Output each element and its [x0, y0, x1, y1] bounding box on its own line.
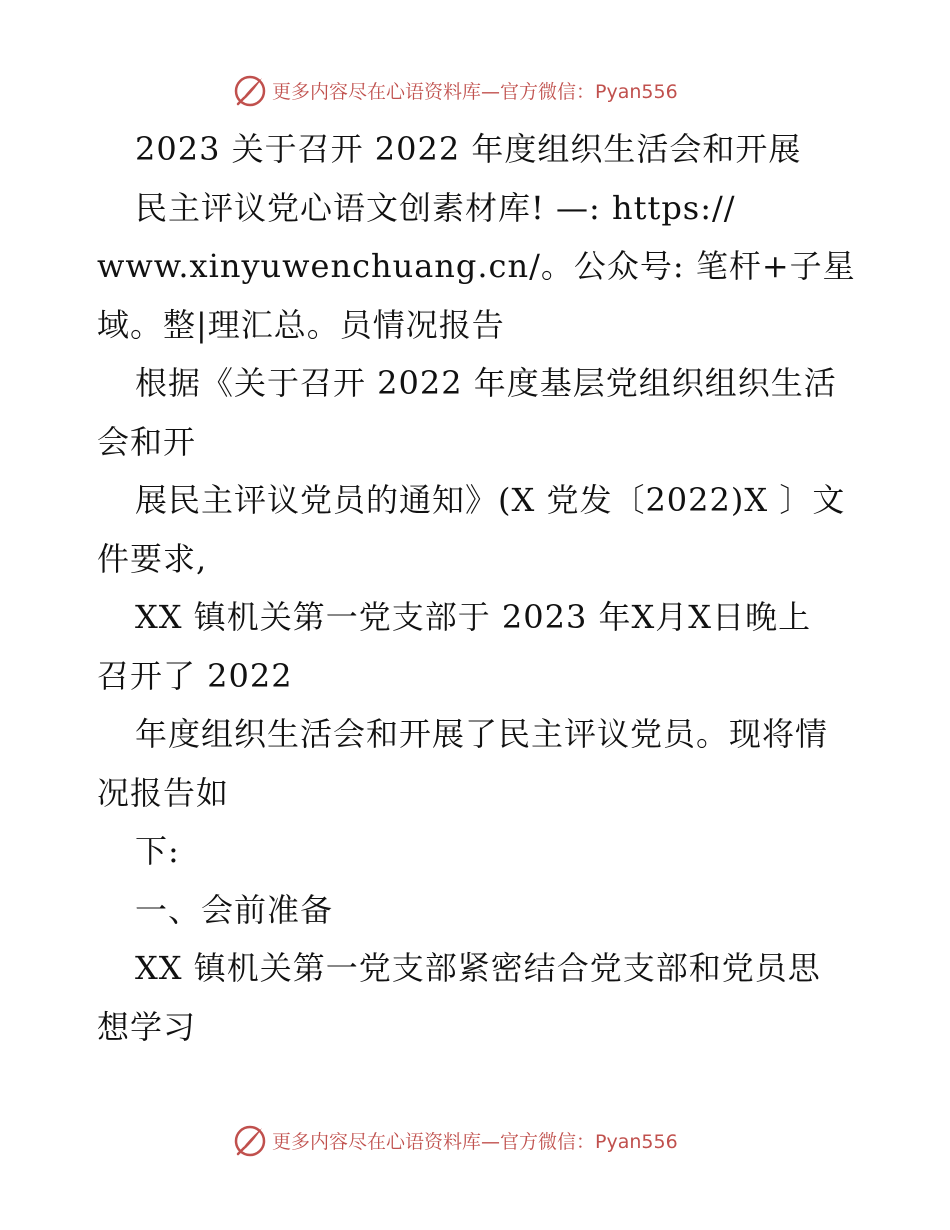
banner-slogan: 更多内容尽在心语资料库 [272, 1130, 482, 1153]
quill-pen-logo-icon [232, 72, 268, 108]
doc-line-11: 年度组织生活会和开展了民主评议党员。现将情 [135, 715, 829, 753]
footer-banner [232, 1120, 732, 1160]
document-body [97, 120, 867, 1056]
doc-line-8: 件要求, [97, 539, 208, 578]
doc-line-16: 想学习 [97, 1007, 197, 1046]
banner-dash: — [481, 80, 501, 103]
doc-line-5: 根据《关于召开 2022 年度基层党组织组织生活 [135, 364, 837, 402]
banner-text [272, 77, 678, 104]
banner-text [272, 1127, 678, 1154]
banner-dash: — [481, 1130, 501, 1153]
doc-line-15: XX 镇机关第一党支部紧密结合党支部和党员思 [135, 949, 821, 987]
doc-line-9: XX 镇机关第一党支部于 2023 年X月X日晚上 [135, 598, 812, 636]
banner-wechat-label: 官方微信： [500, 80, 596, 103]
quill-pen-logo-icon [232, 1122, 268, 1158]
banner-wechat-id: Pyan556 [595, 80, 678, 103]
doc-line-4: 域。整|理汇总。员情况报告 [97, 305, 505, 344]
banner-wechat-id: Pyan556 [595, 1130, 678, 1153]
doc-line-12: 况报告如 [97, 773, 230, 812]
doc-line-13: 下: [135, 832, 180, 870]
doc-line-3: www.xinyuwenchuang.cn/。公众号: 笔杆+子星 [97, 247, 856, 285]
banner-wechat-label: 官方微信： [500, 1130, 596, 1153]
doc-line-2: 民主评议党心语文创素材库! —: https:// [135, 188, 736, 227]
banner-slogan: 更多内容尽在心语资料库 [272, 80, 482, 103]
doc-line-10: 召开了 2022 [97, 656, 293, 695]
doc-line-1: 2023 关于召开 2022 年度组织生活会和开展 [135, 130, 802, 168]
header-banner [232, 70, 732, 110]
section-heading: 一、会前准备 [135, 890, 334, 929]
doc-line-7: 展民主评议党员的通知》(X 党发〔2022)X 〕文 [135, 481, 846, 519]
doc-line-6: 会和开 [97, 422, 197, 461]
